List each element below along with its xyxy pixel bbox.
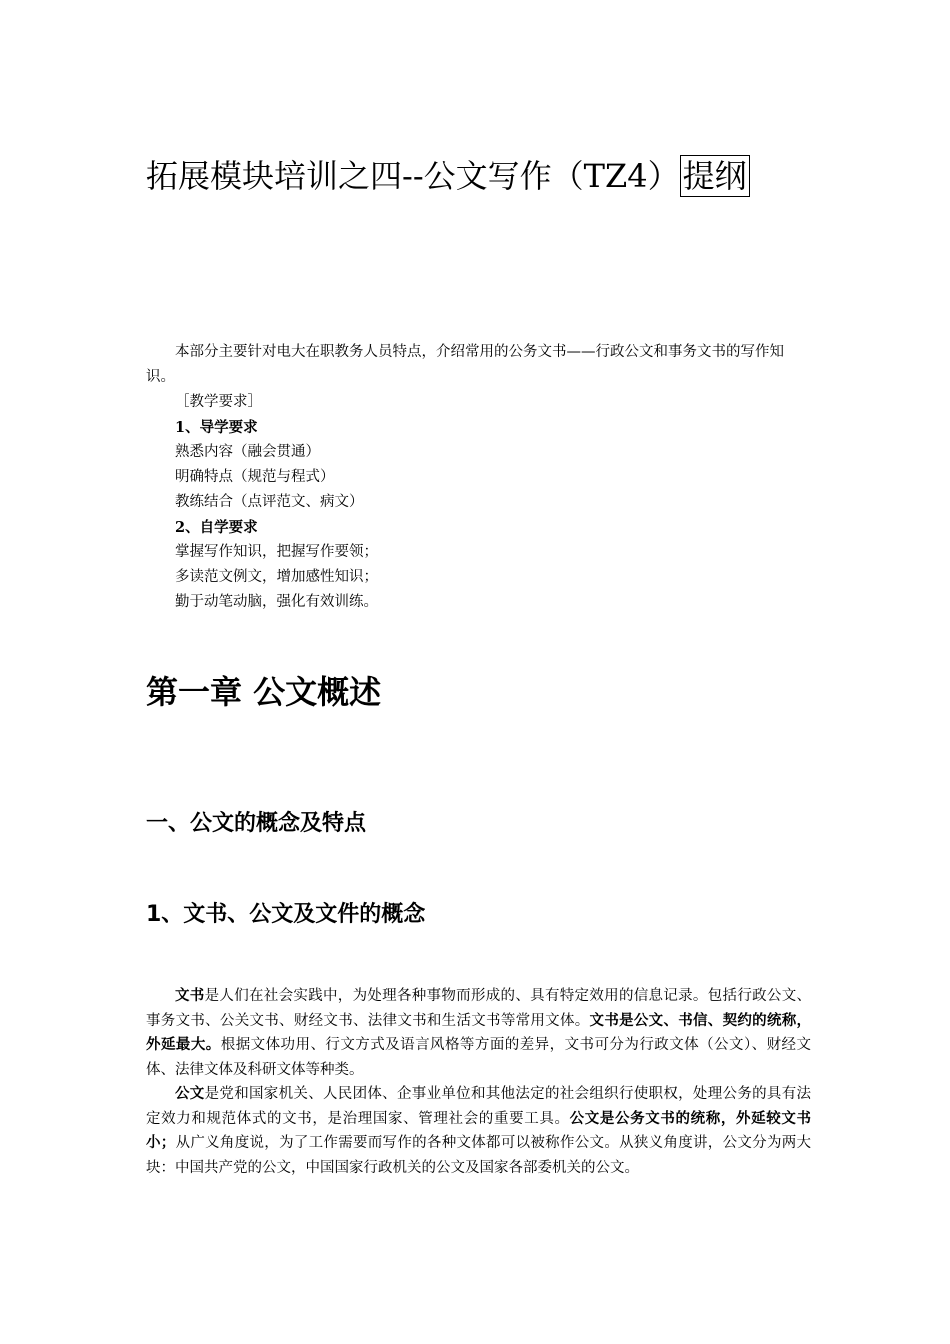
title-main: 拓展模块培训之四--公文写作（TZ4） xyxy=(146,157,680,195)
requirements-heading: ［教学要求］ xyxy=(175,394,262,410)
self-study-item: 勤于动笔动脑，强化有效训练。 xyxy=(175,594,378,610)
body-emphasis: 公文是公务文书的统称，外延较文书小； xyxy=(146,1109,812,1151)
subsection-heading: 1、文书、公文及文件的概念 xyxy=(146,902,426,927)
body-section xyxy=(146,984,811,1180)
intro-section xyxy=(146,340,811,615)
body-text: 是党和国家机关、人民团体、企事业单位和其他法定的社会组织行使职权，处理公务的具有法定效力和规范体式的文书，是治理国家、管理社会的重要工具。 xyxy=(146,1086,812,1127)
term-gongwen: 公文 xyxy=(175,1085,205,1102)
term-wenshu: 文书 xyxy=(175,987,205,1004)
chapter-heading: 第一章 公文概述 xyxy=(146,673,382,711)
guided-item: 明确特点（规范与程式） xyxy=(175,469,335,485)
guided-heading: 1、导学要求 xyxy=(175,419,258,436)
intro-paragraph: 本部分主要针对电大在职教务人员特点，介绍常用的公务文书——行政公文和事务文书的写作知识。 xyxy=(146,344,784,385)
body-emphasis: 文书是公文、书信、契约的统称，外延最大。 xyxy=(146,1011,812,1053)
self-study-item: 掌握写作知识，把握写作要领； xyxy=(175,544,378,560)
guided-item: 教练结合（点评范文、病文） xyxy=(175,494,364,510)
guided-item: 熟悉内容（融会贯通） xyxy=(175,444,320,460)
body-text: 根据文体功用、行文方式及语言风格等方面的差异，文书可分为行政文体（公文）、财经文体、法律文体及科研文体等种类。 xyxy=(146,1037,812,1078)
body-paragraph-gongwen xyxy=(146,1082,811,1180)
section-heading: 一、公文的概念及特点 xyxy=(146,811,367,836)
self-study-item: 多读范文例文，增加感性知识； xyxy=(175,569,378,585)
body-text: 从广义角度说，为了工作需要而写作的各种文体都可以被称作公文。从狭义角度讲，公文分为两大块：中国共产党的公文，中国国家行政机关的公文及国家各部委机关的公文。 xyxy=(146,1135,812,1176)
title-tag-outline: 提纲 xyxy=(680,155,750,197)
document-title xyxy=(146,153,750,199)
body-paragraph-wenshu xyxy=(146,984,811,1082)
self-study-heading: 2、自学要求 xyxy=(175,519,258,536)
body-text: 是人们在社会实践中，为处理各种事物而形成的、具有特定效用的信息记录。包括行政公文、事务文书、公关文书、财经文书、法律文书和生活文书等常用文体。 xyxy=(146,988,812,1029)
